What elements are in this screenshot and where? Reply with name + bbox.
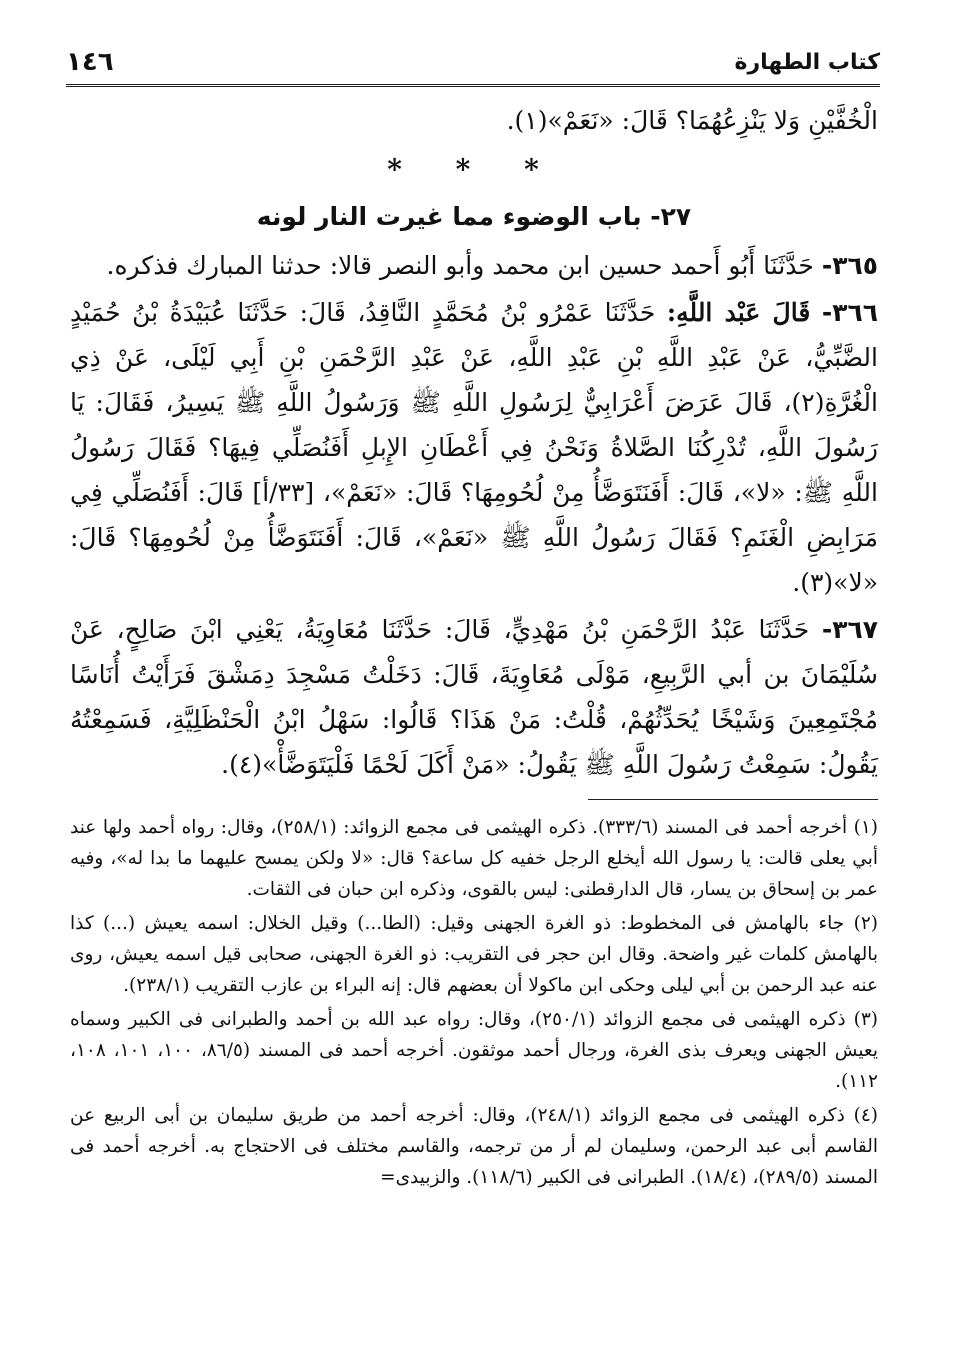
page-number: ١٤٦: [66, 47, 114, 77]
hadith-367: [70, 607, 878, 787]
hadith-lead: قَالَ عَبْد اللَّهِ:: [666, 298, 811, 327]
opening-line: الْخُفَّيْنِ وَلا يَنْزِعُهُمَا؟ قَالَ: «نَعَمْ»(١).: [506, 106, 878, 135]
footnotes: [70, 812, 878, 1196]
footnote-4: (٤) ذكره الهيثمى فى مجمع الزوائد (٢٤٨/١)، وقال: أخرجه أحمد من طريق سليمان بن أبى الربيع عن القاسم أبى عبد الرحمن، وسليمان لم أر من ترجمه، والقاسم مختلف فى الاحتجاج به. أخرجه أحمد فى المسند (٢٨٩/٥)، (١٨/٤). الطبرانى فى الكبير (١١٨/٦). والزبيدى=: [70, 1105, 878, 1188]
chapter-title: ٢٧- باب الوضوء مما غيرت النار لونه: [256, 202, 692, 231]
hadith-number: ٣٦٦-: [821, 298, 878, 327]
hadith-366: [70, 290, 878, 605]
hadith-text: حَدَّثَنَا عَبْدُ الرَّحْمَنِ بْنُ مَهْدِيٍّ، قَالَ: حَدَّثَنَا مُعَاوِيَةُ، يَعْنِي ابْنَ صَالِحٍ، عَنْ سُلَيْمَانَ بن أبي الرَّبِيعِ، مَوْلَى مُعَاوِيَةَ، قَالَ: دَخَلْتُ مَسْجِدَ دِمَشْقَ فَرَأَيْتُ أُنَاسًا مُجْتَمِعِينَ وَشَيْخًا يُحَدِّثُهُمْ، قُلْتُ: مَنْ هَذَا؟ قَالُوا: سَهْلُ ابْنُ الْحَنْظَلِيَّةِ، فَسَمِعْتُهُ يَقُولُ: سَمِعْتُ رَسُولَ اللَّهِ ﷺ يَقُولُ: «مَنْ أَكَلَ لَحْمًا فَلْيَتَوَضَّأْ»(٤).: [70, 615, 878, 779]
footnote-3: (٣) ذكره الهيثمى فى مجمع الزوائد (٢٥٠/١)، وقال: رواه عبد الله بن أحمد والطبرانى فى الكبير وسماه يعيش الجهنى ويعرف بذى الغرة، ورجال أحمد موثقون. أخرجه أحمد فى المسند (٨٦/٥، ١٠٠، ١٠١، ١٠٨، ١١٢).: [70, 1009, 879, 1092]
hadith-text: حَدَّثَنَا أَبُو أَحمد حسين ابن محمد وأبو النصر قالا: حدثنا المبارك فذكره.: [106, 251, 814, 280]
hadith-text: حَدَّثَنَا عَمْرُو بْنُ مُحَمَّدٍ النَّاقِدُ، قَالَ: حَدَّثَنَا عُبَيْدَةُ بْنُ حُمَيْدٍ الضَّبِّيُّ، عَنْ عَبْدِ اللَّهِ بْنِ عَبْدِ اللَّهِ، عَنْ عَبْدِ الرَّحْمَنِ بْنِ أَبِي لَيْلَى، عَنْ ذِي الْغُرَّةِ(٢)، قَالَ عَرَضَ أَعْرَابِيٌّ لِرَسُولِ اللَّهِ ﷺ وَرَسُولُ اللَّهِ ﷺ يَسِيرُ، فَقَالَ: يَا رَسُولَ اللَّهِ، تُدْرِكُنَا الصَّلاةُ وَنَحْنُ فِي أَعْطَانِ الإِبلِ أَفَنُصَلِّي فِيهَا؟ فَقَالَ رَسُولُ اللَّهِ ﷺ: «لا»، قَالَ: أَفَنَتَوَضَّأُ مِنْ لُحُومِهَا؟ قَالَ: «نَعَمْ»، [٣٣/أ] قَالَ: أَفَنُصَلِّي فِي مَرَابِضِ الْغَنَمِ؟ فَقَالَ رَسُولُ اللَّهِ ﷺ «نَعَمْ»، قَالَ: أَفَنَتَوَضَّأُ مِنْ لُحُومِهَا؟ قَالَ: «لا»(٣).: [70, 298, 878, 597]
footnote-divider: [588, 799, 878, 800]
main-text: [70, 98, 878, 787]
hadith-number: ٣٦٧-: [821, 615, 878, 644]
hadith-365: [70, 243, 878, 288]
hadith-number: ٣٦٥-: [821, 251, 878, 280]
book-title: كتاب الطهارة: [734, 49, 880, 75]
section-separator: * * *: [387, 153, 561, 186]
page-header: [66, 40, 880, 87]
footnote-1: (١) أخرجه أحمد فى المسند (٣٣٣/٦). ذكره الهيثمى فى مجمع الزوائد: (٢٥٨/١)، وقال: رواه أحمد ولها عند أبي يعلى قالت: يا رسول الله أيخلع الرجل خفيه كل ساعة؟ قال: «لا ولكن يمسح عليهما ما بدا له»، وفيه عمر بن إسحاق بن يسار، قال الدارقطنى: ليس بالقوى، وذكره ابن حبان فى الثقات.: [70, 817, 878, 900]
footnote-2: (٢) جاء بالهامش فى المخطوط: ذو الغرة الجهنى وقيل: (الطا...) وقيل الخلال: اسمه يعيش (...) كذا بالهامش كلمات غير واضحة. وقال ابن حجر فى التقريب: ذو الغرة الجهنى، صحابى قيل اسمه يعيش، روى عنه عبد الرحمن بن أبي ليلى وحكى ابن ماكولا أن بعضهم قال: إنه البراء بن عازب التقريب (٢٣٨/١).: [70, 913, 878, 996]
